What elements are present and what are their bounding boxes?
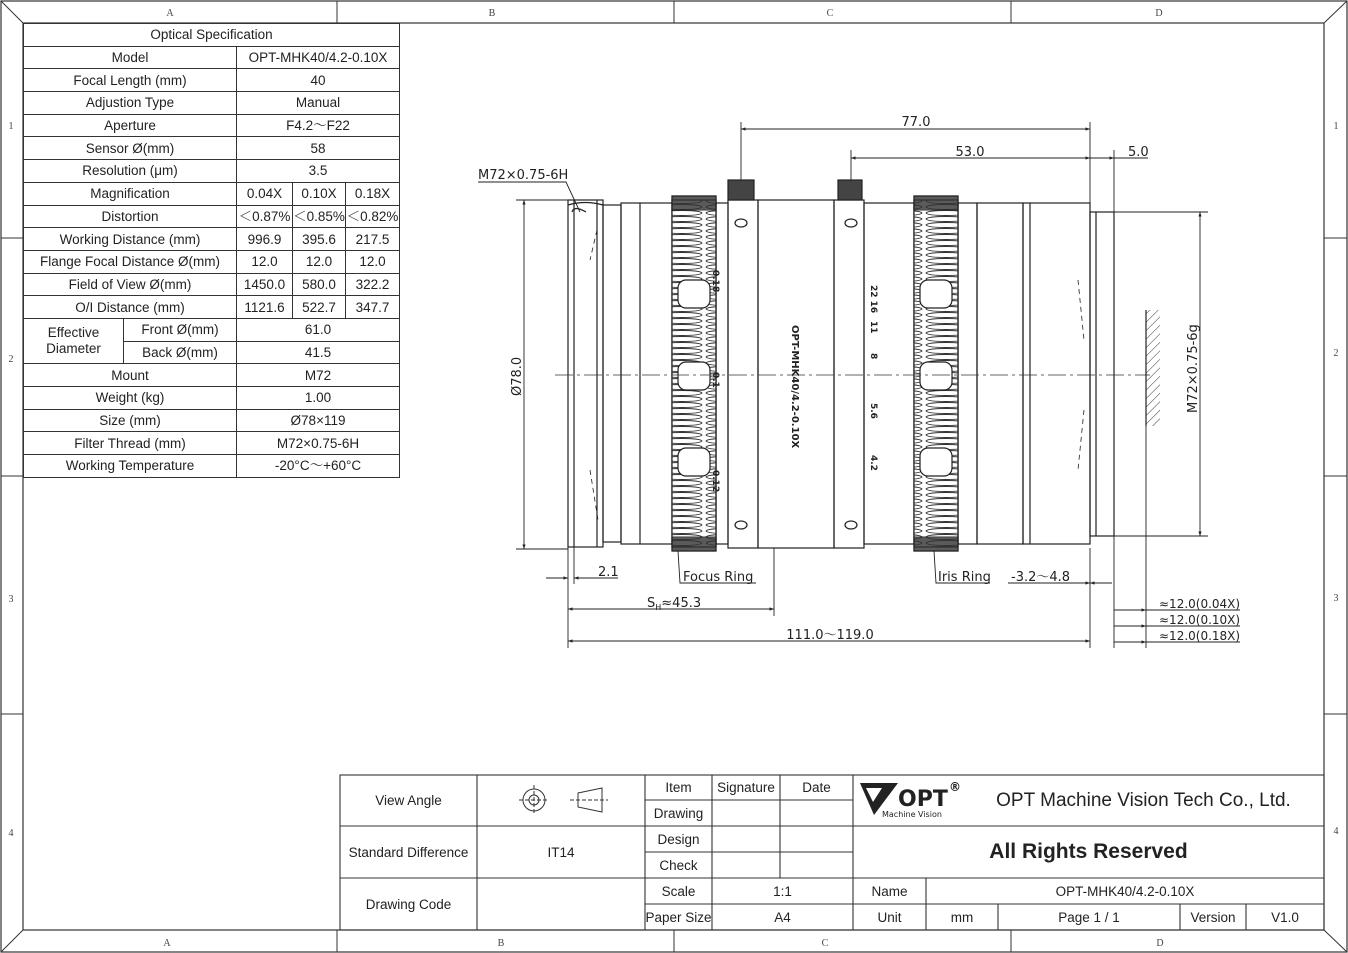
spec-value-distortion-1: ＜0.87% (237, 205, 293, 228)
sh-prefix: S (647, 596, 656, 611)
focus-scale-012: 0.12 (710, 470, 720, 493)
optical-spec-table (23, 23, 400, 478)
front-thread-section (568, 200, 603, 547)
iris-scale-8: 8 (868, 353, 878, 360)
spec-value-distortion-3: ＜0.82% (346, 205, 400, 228)
spec-label-resolution: Resolution (μm) (24, 160, 237, 183)
spec-label-size: Size (mm) (24, 409, 237, 432)
zone-label-left-1: 1 (8, 121, 14, 132)
spec-label-adjustion: Adjustion Type (24, 92, 237, 115)
logo-registered-mark: ® (949, 780, 961, 794)
spec-label-aperture: Aperture (24, 114, 237, 137)
third-angle-projection-icon (519, 785, 608, 815)
spec-value-weight: 1.00 (237, 387, 400, 410)
spec-label-back: Back Ø(mm) (124, 341, 237, 364)
spec-label-distortion: Distortion (24, 205, 237, 228)
spec-label-model: Model (24, 46, 237, 69)
dim-77: 77.0 (901, 115, 931, 130)
rear-mount (1090, 212, 1114, 536)
spec-label-temperature: Working Temperature (24, 455, 237, 478)
zone-label-top-d: D (1155, 8, 1163, 19)
dimension-lines (478, 122, 1240, 648)
view-angle-label: View Angle (375, 793, 442, 808)
version-value: V1.0 (1271, 909, 1299, 925)
iris-scale-42: 4.2 (868, 455, 878, 471)
spec-value-temperature: -20°C～+60°C (237, 455, 400, 478)
zone-label-left-3: 3 (8, 594, 14, 605)
thread-rear-label: M72×0.75-6g (1186, 324, 1201, 413)
design-row-label: Design (657, 831, 700, 847)
spec-value-wd-1: 996.9 (237, 228, 293, 251)
spec-value-flange-1: 12.0 (237, 250, 293, 273)
page-indicator: Page 1 / 1 (1058, 909, 1120, 925)
zone-label-bottom-a: A (163, 938, 171, 949)
focus-scale-01: 0.1 (710, 372, 720, 388)
spec-value-flange-3: 12.0 (346, 250, 400, 273)
dim-total-length: 111.0～119.0 (786, 628, 874, 643)
spec-value-oi-1: 1121.6 (237, 296, 293, 319)
spec-value-front: 61.0 (237, 318, 400, 341)
scale-label: Scale (661, 883, 696, 899)
paper-size-value: A4 (774, 909, 791, 925)
iris-ring-label: Iris Ring (938, 570, 991, 585)
spec-label-fov: Field of View Ø(mm) (24, 273, 237, 296)
spec-label-working-distance: Working Distance (mm) (24, 228, 237, 251)
spec-value-fov-1: 1450.0 (237, 273, 293, 296)
iris-scale-22-16: 22 16 (868, 285, 878, 314)
zone-label-right-3: 3 (1333, 593, 1339, 604)
spec-value-size: Ø78×119 (237, 409, 400, 432)
spec-value-fov-2: 580.0 (293, 273, 346, 296)
all-rights-reserved: All Rights Reserved (989, 840, 1188, 863)
date-header: Date (802, 780, 831, 795)
dim-5: 5.0 (1128, 145, 1149, 160)
iris-scale-11: 11 (868, 321, 878, 334)
opt-logo (860, 780, 961, 819)
spec-value-sensor: 58 (237, 137, 400, 160)
ffd-018x: ≈12.0(0.18X) (1159, 629, 1241, 643)
iris-scale (868, 285, 878, 471)
zone-label-right-1: 1 (1333, 121, 1339, 132)
logo-word: OPT (898, 787, 948, 812)
zone-label-bottom-b: B (497, 938, 505, 949)
name-value: OPT-MHK40/4.2-0.10X (1055, 883, 1195, 899)
focus-scale-018: 0.18 (710, 270, 720, 293)
signature-header: Signature (717, 780, 775, 795)
spec-value-focal-length: 40 (237, 69, 400, 92)
spec-value-magnification-1: 0.04X (237, 182, 293, 205)
spec-value-wd-2: 395.6 (293, 228, 346, 251)
unit-label: Unit (877, 909, 902, 925)
locking-screw-1 (728, 180, 754, 200)
standard-difference-label: Standard Difference (348, 844, 469, 860)
lens-drawing (568, 180, 1114, 551)
spec-value-wd-3: 217.5 (346, 228, 400, 251)
spec-value-resolution: 3.5 (237, 160, 400, 183)
zone-label-right-2: 2 (1333, 348, 1339, 359)
paper-size-label: Paper Size (645, 909, 712, 925)
spec-value-aperture: F4.2～F22 (237, 114, 400, 137)
spec-value-back: 41.5 (237, 341, 400, 364)
spec-value-fov-3: 322.2 (346, 273, 400, 296)
logo-subtitle: Machine Vision (882, 810, 942, 819)
sh-subscript: H (655, 603, 662, 612)
spec-value-flange-2: 12.0 (293, 250, 346, 273)
zone-label-top-c: C (826, 8, 834, 19)
spec-value-magnification-2: 0.10X (293, 182, 346, 205)
diameter-78-label: Ø78.0 (510, 356, 525, 396)
dim-focus-travel: -3.2～4.8 (1011, 570, 1071, 585)
sh-value: ≈45.3 (661, 596, 702, 611)
ffd-004x: ≈12.0(0.04X) (1159, 597, 1241, 611)
spec-label-sensor: Sensor Ø(mm) (24, 137, 237, 160)
zone-label-right-4: 4 (1333, 826, 1339, 837)
spec-label-mount: Mount (24, 364, 237, 387)
spec-value-magnification-3: 0.18X (346, 182, 400, 205)
spec-value-model: OPT-MHK40/4.2-0.10X (237, 46, 400, 69)
drawing-row-label: Drawing (653, 805, 704, 821)
name-label: Name (871, 883, 908, 899)
scale-value: 1:1 (773, 883, 792, 899)
spec-value-adjustion: Manual (237, 92, 400, 115)
spec-label-focal-length: Focal Length (mm) (24, 69, 237, 92)
spec-label-front: Front Ø(mm) (124, 318, 237, 341)
zone-label-left-4: 4 (8, 828, 14, 839)
zone-label-left-2: 2 (8, 354, 14, 365)
standard-difference-value: IT14 (547, 844, 575, 860)
spec-value-distortion-2: ＜0.85% (293, 205, 346, 228)
spec-label-effective: Effective Diameter (24, 318, 124, 363)
spec-value-filter-thread: M72×0.75-6H (237, 432, 400, 455)
drawing-code-label: Drawing Code (365, 896, 452, 912)
iris-scale-56: 5.6 (868, 403, 878, 419)
image-plane-hatch (1146, 310, 1160, 426)
spec-label-oi: O/I Distance (mm) (24, 296, 237, 319)
spec-label-filter-thread: Filter Thread (mm) (24, 432, 237, 455)
spec-label-magnification: Magnification (24, 182, 237, 205)
check-row-label: Check (659, 857, 698, 873)
barrel-model-text: OPT-MHK40/4.2-0.10X (789, 325, 800, 449)
locking-screw-2 (838, 180, 862, 200)
dim-53: 53.0 (955, 145, 985, 160)
focus-ring-label: Focus Ring (683, 570, 754, 585)
company-name: OPT Machine Vision Tech Co., Ltd. (996, 789, 1291, 811)
spec-value-oi-2: 522.7 (293, 296, 346, 319)
ffd-010x: ≈12.0(0.10X) (1159, 613, 1241, 627)
item-header: Item (665, 780, 692, 795)
zone-label-bottom-c: C (821, 938, 829, 949)
spec-label-flange: Flange Focal Distance Ø(mm) (24, 250, 237, 273)
zone-label-top-a: A (166, 8, 174, 19)
version-label: Version (1190, 909, 1236, 925)
zone-label-top-b: B (488, 8, 496, 19)
spec-title: Optical Specification (24, 24, 400, 47)
spec-value-oi-3: 347.7 (346, 296, 400, 319)
spec-label-weight: Weight (kg) (24, 387, 237, 410)
zone-label-bottom-d: D (1156, 938, 1164, 949)
spec-value-mount: M72 (237, 364, 400, 387)
sh-label (647, 596, 701, 612)
thread-front-label: M72×0.75-6H (478, 168, 569, 183)
dim-2-1: 2.1 (598, 565, 619, 580)
unit-value: mm (950, 909, 974, 925)
